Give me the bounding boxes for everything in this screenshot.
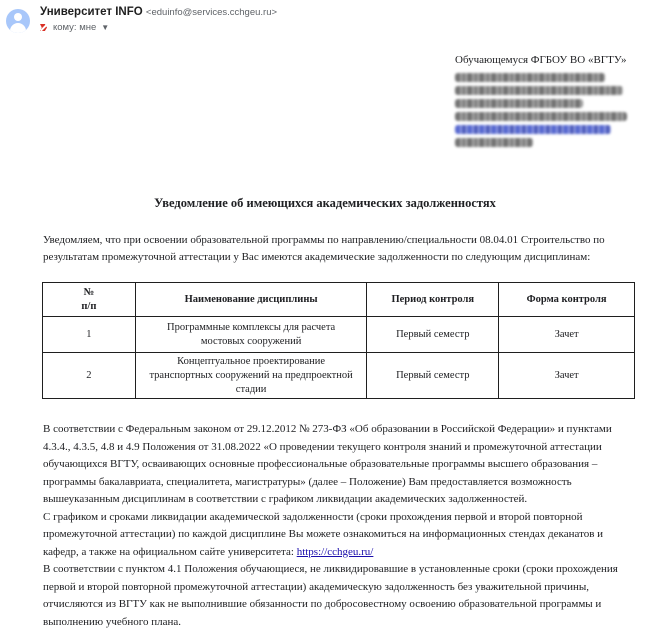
email-header <box>0 0 650 40</box>
notice-title: Уведомление об имеющихся академических задолженностях <box>154 196 496 210</box>
redacted-form <box>455 99 583 108</box>
header-number: № п/п <box>43 283 136 317</box>
recipient-details[interactable] <box>40 22 109 33</box>
header-form: Форма контроля <box>499 283 635 317</box>
sender-name[interactable]: Университет INFO <box>40 6 143 18</box>
paragraph-schedule: С графиком и сроками ликвидации академической задолженности (сроки прохождения первой и второй повторной промежуточной аттестации) по каждой дисциплине Вы можете ознакомиться на информационных стендах деканатов и кафедр, а также на официальном сайте университета: https://cchgeu.ru/ <box>43 510 604 558</box>
row-number: 2 <box>43 353 136 399</box>
redacted-institute <box>455 86 623 95</box>
debts-table <box>42 282 635 399</box>
sender-avatar-icon[interactable] <box>6 9 30 33</box>
addressee-line-1: Обучающемуся ФГБОУ ВО «ВГТУ» <box>455 54 627 66</box>
paragraph-expulsion: В соответствии с пунктом 4.1 Положения обучающиеся, не ликвидировавшие в установленные сроки (сроки прохождения первой и второй повторной промежуточной аттестации) академическую задолженность без уважительной причины, отчисляются из ВГТУ как не выполнившие обязанности по добросовестному освоению образовательной программы и выполнению учебного плана. <box>43 563 618 628</box>
redacted-id <box>455 138 533 147</box>
row-form: Зачет <box>499 353 635 399</box>
row-discipline: Концептуальное проектирование транспортных сооружений на предпроектной стадии <box>135 353 367 399</box>
sender-email: <eduinfo@services.cchgeu.ru> <box>145 7 278 18</box>
paragraph-law-reference: В соответствии с Федеральным законом от 29.12.2012 № 273-ФЗ «Об образовании в Российской Федерации» и пунктами 4.3.4., 4.3.5, 4.8 и 4.9 Положения от 31.08.2022 «О проведении текущего контроля знаний и промежуточной аттестации обучающихся ВГТУ, осваивающих основные профессиональные образовательные программы высшего образования – программы бакалавриата, специалитета, магистратуры» (далее – Положение) Вам предоставляется возможность вышеуказанным дисциплинам в соответствии с графиком ликвидации академических задолженностей. <box>43 423 612 505</box>
header-period: Период контроля <box>367 283 499 317</box>
sender-info <box>40 6 277 18</box>
row-form: Зачет <box>499 317 635 353</box>
chevron-down-icon[interactable]: ▼ <box>101 23 110 32</box>
notice-body <box>43 421 635 631</box>
university-website-link[interactable]: https://cchgeu.ru/ <box>296 545 374 558</box>
importance-marker-icon[interactable] <box>40 23 51 32</box>
row-number: 1 <box>43 317 136 353</box>
table-header-row <box>43 283 635 317</box>
table-row <box>43 317 635 353</box>
intro-paragraph: Уведомляем, что при освоении образовательной программы по направлению/специальности 08.04.01 Строительство по результатам промежуточной аттестации у Вас имеются академические задолженности по следующим дисциплинам: <box>43 234 605 263</box>
table-row <box>43 353 635 399</box>
redacted-name <box>455 73 605 82</box>
row-period: Первый семестр <box>367 317 499 353</box>
redacted-email <box>455 125 611 134</box>
addressee-block <box>455 52 645 151</box>
header-discipline: Наименование дисциплины <box>135 283 367 317</box>
recipient-label: кому: мне <box>53 22 97 33</box>
row-discipline: Программные комплексы для расчета мостовых сооружений <box>135 317 367 353</box>
redacted-group <box>455 112 627 121</box>
row-period: Первый семестр <box>367 353 499 399</box>
